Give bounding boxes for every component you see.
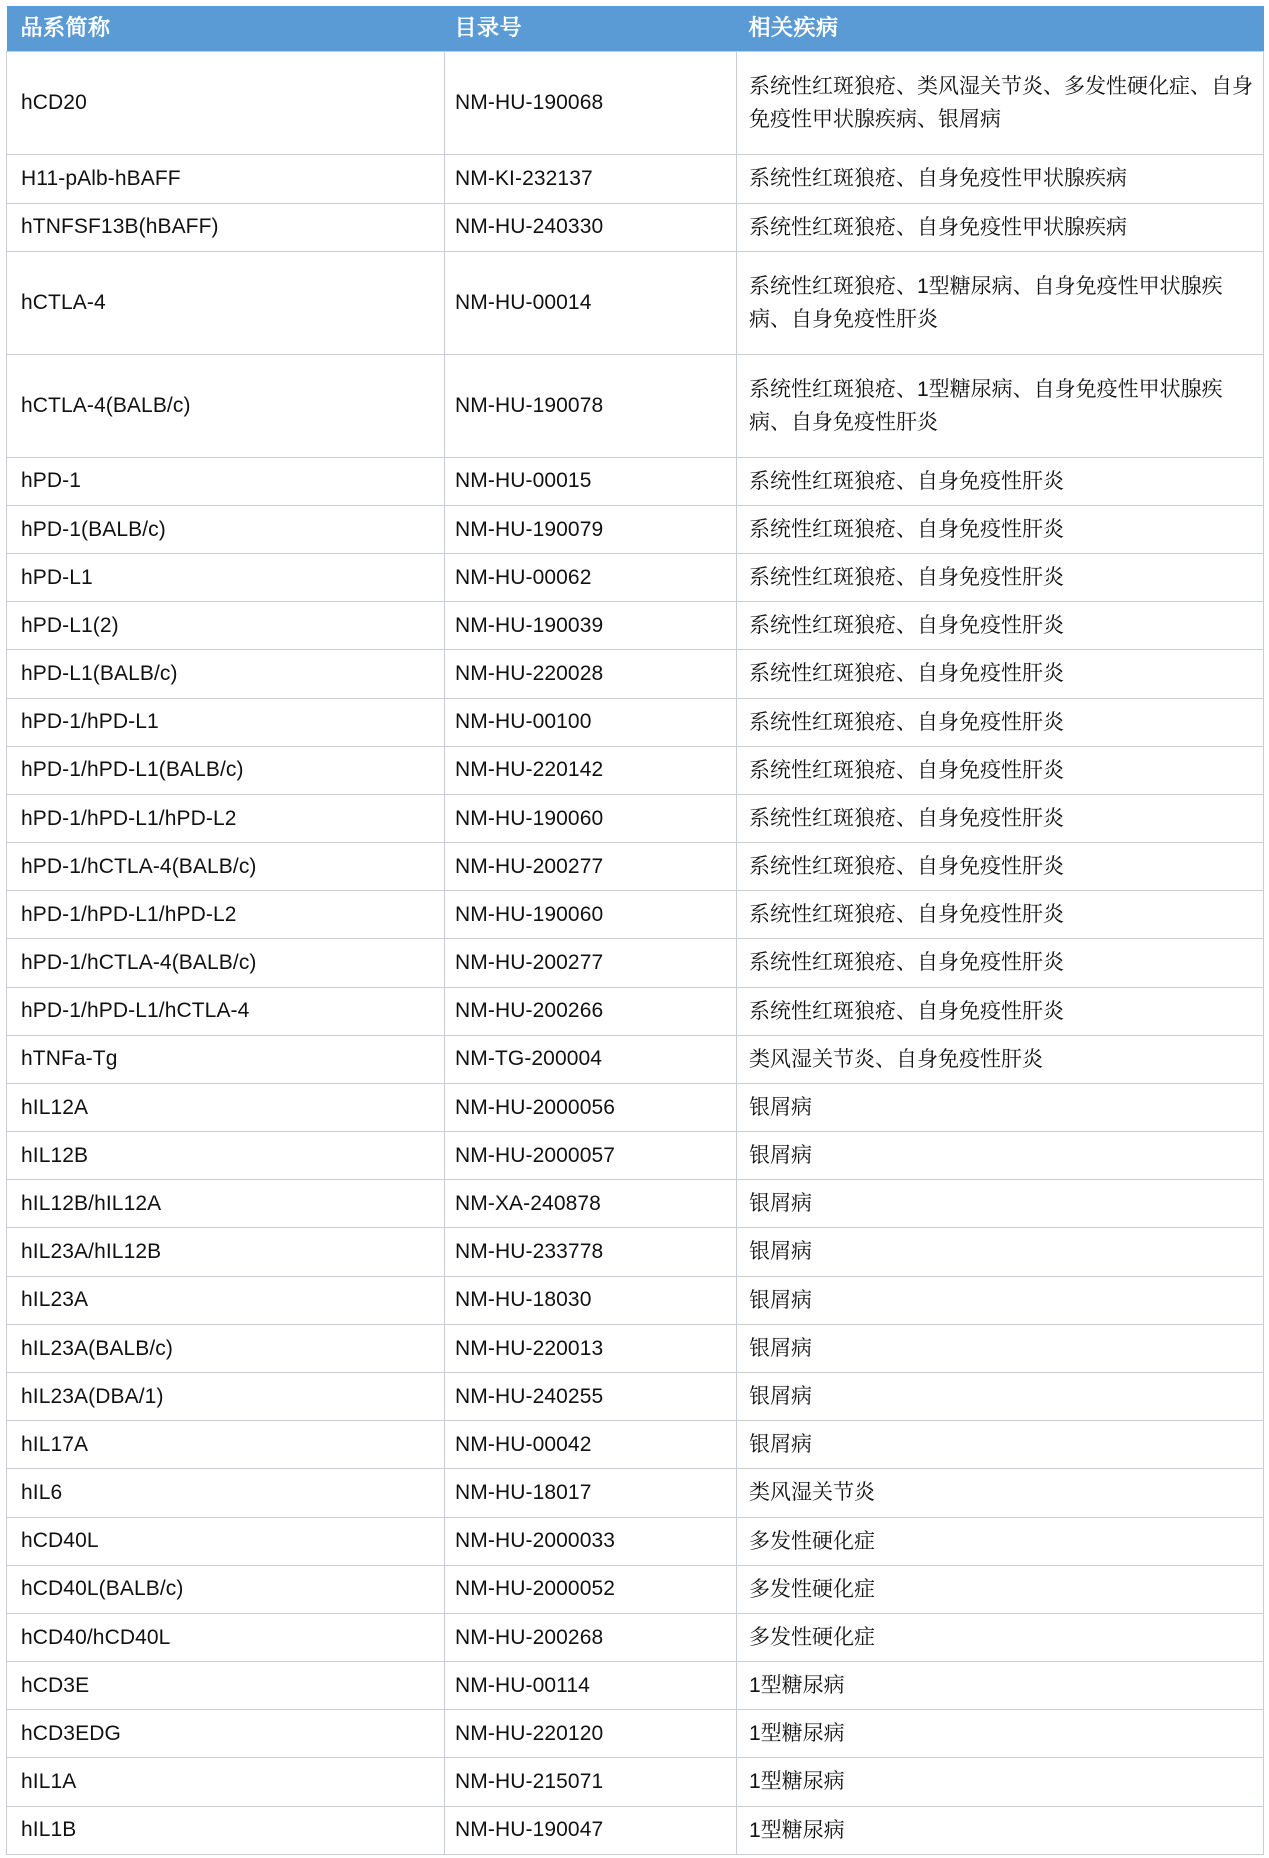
cell-related-disease: 银屑病 [737,1132,1264,1180]
cell-catalog-number: NM-HU-190060 [445,794,737,842]
cell-catalog-number: NM-HU-190079 [445,505,737,553]
table-row [7,746,1264,794]
cell-strain-name: hPD-1/hPD-L1/hPD-L2 [7,891,445,939]
table-row [7,843,1264,891]
cell-catalog-number: NM-HU-240255 [445,1373,737,1421]
cell-strain-name: hPD-L1(2) [7,602,445,650]
cell-catalog-number: NM-HU-200266 [445,987,737,1035]
cell-catalog-number: NM-HU-2000033 [445,1517,737,1565]
table-row [7,52,1264,155]
cell-catalog-number: NM-TG-200004 [445,1035,737,1083]
cell-related-disease: 1型糖尿病 [737,1710,1264,1758]
table-body [7,52,1264,1854]
cell-strain-name: hPD-1/hPD-L1/hPD-L2 [7,794,445,842]
cell-related-disease: 系统性红斑狼疮、自身免疫性肝炎 [737,939,1264,987]
cell-strain-name: hPD-1/hCTLA-4(BALB/c) [7,843,445,891]
cell-related-disease: 多发性硬化症 [737,1565,1264,1613]
cell-catalog-number: NM-HU-18017 [445,1469,737,1517]
cell-catalog-number: NM-HU-200277 [445,843,737,891]
cell-catalog-number: NM-HU-190047 [445,1806,737,1854]
table-row [7,251,1264,354]
cell-related-disease: 类风湿关节炎 [737,1469,1264,1517]
table-row [7,155,1264,203]
cell-related-disease: 系统性红斑狼疮、类风湿关节炎、多发性硬化症、自身免疫性甲状腺疾病、银屑病 [737,52,1264,155]
cell-related-disease: 多发性硬化症 [737,1613,1264,1661]
cell-strain-name: hPD-L1(BALB/c) [7,650,445,698]
table-row [7,1180,1264,1228]
cell-related-disease: 多发性硬化症 [737,1517,1264,1565]
table-row [7,1565,1264,1613]
table-row [7,1421,1264,1469]
table-row [7,1228,1264,1276]
cell-related-disease: 系统性红斑狼疮、自身免疫性肝炎 [737,602,1264,650]
cell-related-disease: 1型糖尿病 [737,1806,1264,1854]
cell-related-disease: 银屑病 [737,1083,1264,1131]
cell-catalog-number: NM-HU-00014 [445,251,737,354]
cell-strain-name: hCD40/hCD40L [7,1613,445,1661]
cell-related-disease: 系统性红斑狼疮、自身免疫性肝炎 [737,505,1264,553]
cell-catalog-number: NM-HU-190060 [445,891,737,939]
cell-catalog-number: NM-HU-18030 [445,1276,737,1324]
cell-related-disease: 系统性红斑狼疮、1型糖尿病、自身免疫性甲状腺疾病、自身免疫性肝炎 [737,354,1264,457]
cell-strain-name: hCD3E [7,1662,445,1710]
cell-catalog-number: NM-KI-232137 [445,155,737,203]
cell-catalog-number: NM-HU-2000052 [445,1565,737,1613]
cell-strain-name: hIL23A [7,1276,445,1324]
cell-strain-name: hPD-L1 [7,554,445,602]
table-row [7,650,1264,698]
cell-strain-name: hCD3EDG [7,1710,445,1758]
cell-strain-name: hPD-1/hPD-L1/hCTLA-4 [7,987,445,1035]
cell-strain-name: H11-pAlb-hBAFF [7,155,445,203]
table-row [7,891,1264,939]
cell-strain-name: hPD-1(BALB/c) [7,505,445,553]
cell-catalog-number: NM-HU-00042 [445,1421,737,1469]
column-header-catalog: 目录号 [445,6,737,52]
table-row [7,939,1264,987]
cell-catalog-number: NM-HU-220028 [445,650,737,698]
table-header-row [7,6,1264,52]
cell-catalog-number: NM-HU-00114 [445,1662,737,1710]
cell-related-disease: 系统性红斑狼疮、1型糖尿病、自身免疫性甲状腺疾病、自身免疫性肝炎 [737,251,1264,354]
cell-related-disease: 类风湿关节炎、自身免疫性肝炎 [737,1035,1264,1083]
cell-catalog-number: NM-HU-220013 [445,1324,737,1372]
column-header-strain: 品系简称 [7,6,445,52]
table-row [7,987,1264,1035]
cell-related-disease: 系统性红斑狼疮、自身免疫性肝炎 [737,457,1264,505]
column-header-disease: 相关疾病 [737,6,1264,52]
cell-strain-name: hPD-1/hCTLA-4(BALB/c) [7,939,445,987]
table-row [7,1710,1264,1758]
cell-catalog-number: NM-HU-190078 [445,354,737,457]
cell-catalog-number: NM-HU-220142 [445,746,737,794]
cell-strain-name: hTNFa-Tg [7,1035,445,1083]
cell-strain-name: hPD-1 [7,457,445,505]
cell-strain-name: hIL6 [7,1469,445,1517]
cell-catalog-number: NM-HU-2000056 [445,1083,737,1131]
cell-catalog-number: NM-HU-00062 [445,554,737,602]
table-row [7,1324,1264,1372]
cell-catalog-number: NM-HU-2000057 [445,1132,737,1180]
cell-related-disease: 银屑病 [737,1180,1264,1228]
table-row [7,1517,1264,1565]
cell-related-disease: 系统性红斑狼疮、自身免疫性肝炎 [737,698,1264,746]
cell-related-disease: 银屑病 [737,1421,1264,1469]
cell-related-disease: 系统性红斑狼疮、自身免疫性肝炎 [737,987,1264,1035]
cell-related-disease: 银屑病 [737,1324,1264,1372]
table-header [7,6,1264,52]
table-row [7,203,1264,251]
cell-catalog-number: NM-HU-233778 [445,1228,737,1276]
cell-related-disease: 1型糖尿病 [737,1662,1264,1710]
cell-catalog-number: NM-HU-215071 [445,1758,737,1806]
table-row [7,354,1264,457]
cell-strain-name: hCTLA-4 [7,251,445,354]
cell-catalog-number: NM-XA-240878 [445,1180,737,1228]
table-row [7,1806,1264,1854]
cell-related-disease: 银屑病 [737,1228,1264,1276]
cell-catalog-number: NM-HU-220120 [445,1710,737,1758]
table-row [7,698,1264,746]
cell-related-disease: 系统性红斑狼疮、自身免疫性甲状腺疾病 [737,155,1264,203]
table-row [7,794,1264,842]
cell-strain-name: hIL12B [7,1132,445,1180]
strain-catalog-table [6,6,1264,1855]
cell-strain-name: hIL12A [7,1083,445,1131]
cell-catalog-number: NM-HU-190039 [445,602,737,650]
table-row [7,554,1264,602]
cell-strain-name: hCD20 [7,52,445,155]
cell-strain-name: hIL17A [7,1421,445,1469]
table-row [7,1083,1264,1131]
cell-strain-name: hIL12B/hIL12A [7,1180,445,1228]
cell-strain-name: hIL23A(BALB/c) [7,1324,445,1372]
cell-strain-name: hIL1B [7,1806,445,1854]
cell-strain-name: hPD-1/hPD-L1(BALB/c) [7,746,445,794]
table-row [7,1758,1264,1806]
cell-strain-name: hIL23A(DBA/1) [7,1373,445,1421]
cell-related-disease: 系统性红斑狼疮、自身免疫性肝炎 [737,794,1264,842]
cell-strain-name: hIL23A/hIL12B [7,1228,445,1276]
table-row [7,1613,1264,1661]
table-row [7,505,1264,553]
cell-strain-name: hCD40L [7,1517,445,1565]
table-row [7,1662,1264,1710]
cell-catalog-number: NM-HU-00100 [445,698,737,746]
table-row [7,1035,1264,1083]
cell-catalog-number: NM-HU-240330 [445,203,737,251]
cell-strain-name: hCD40L(BALB/c) [7,1565,445,1613]
cell-related-disease: 系统性红斑狼疮、自身免疫性肝炎 [737,650,1264,698]
cell-related-disease: 1型糖尿病 [737,1758,1264,1806]
cell-related-disease: 银屑病 [737,1373,1264,1421]
table-row [7,1276,1264,1324]
table-row [7,602,1264,650]
cell-related-disease: 系统性红斑狼疮、自身免疫性肝炎 [737,843,1264,891]
cell-strain-name: hCTLA-4(BALB/c) [7,354,445,457]
table-row [7,457,1264,505]
cell-related-disease: 系统性红斑狼疮、自身免疫性甲状腺疾病 [737,203,1264,251]
cell-catalog-number: NM-HU-200268 [445,1613,737,1661]
cell-strain-name: hIL1A [7,1758,445,1806]
cell-related-disease: 系统性红斑狼疮、自身免疫性肝炎 [737,746,1264,794]
cell-catalog-number: NM-HU-200277 [445,939,737,987]
table-row [7,1373,1264,1421]
cell-related-disease: 银屑病 [737,1276,1264,1324]
cell-strain-name: hPD-1/hPD-L1 [7,698,445,746]
cell-catalog-number: NM-HU-190068 [445,52,737,155]
cell-related-disease: 系统性红斑狼疮、自身免疫性肝炎 [737,891,1264,939]
table-row [7,1132,1264,1180]
cell-strain-name: hTNFSF13B(hBAFF) [7,203,445,251]
cell-related-disease: 系统性红斑狼疮、自身免疫性肝炎 [737,554,1264,602]
cell-catalog-number: NM-HU-00015 [445,457,737,505]
table-row [7,1469,1264,1517]
